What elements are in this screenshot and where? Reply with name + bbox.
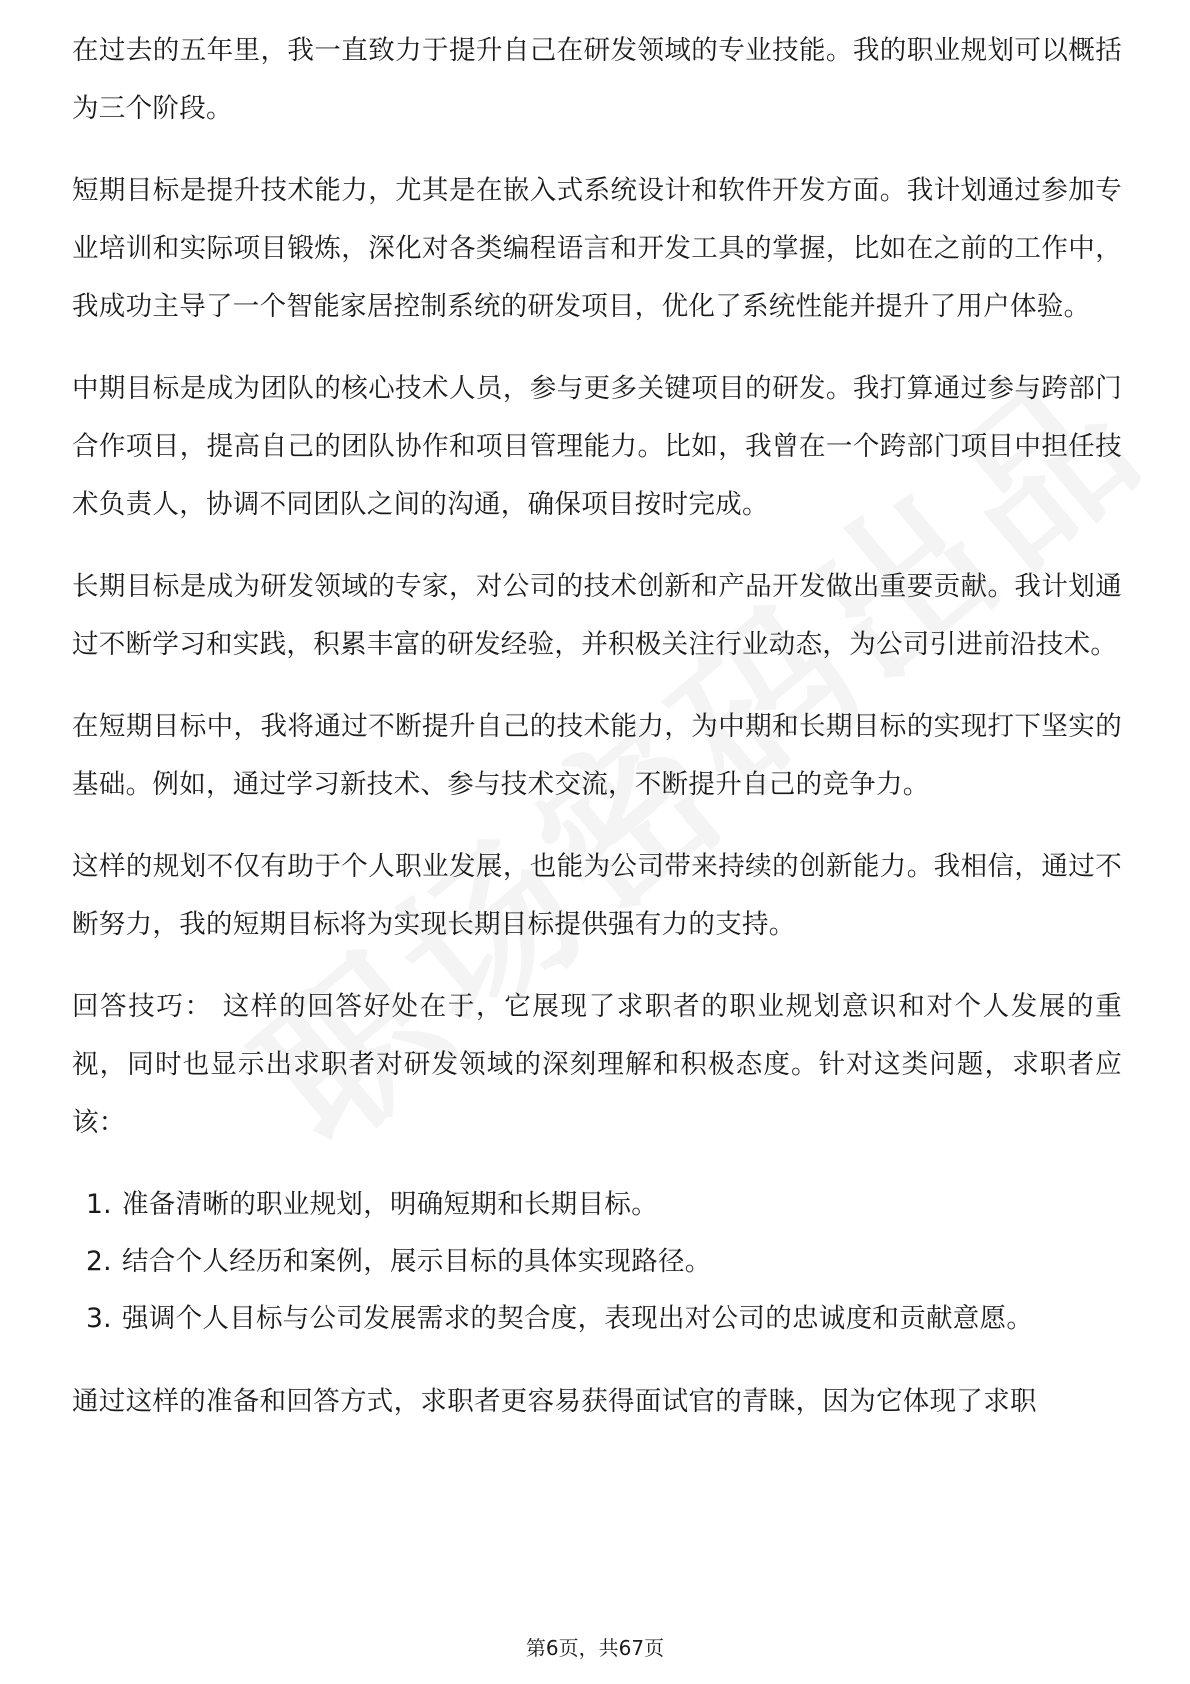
paragraph-closing: 通过这样的准备和回答方式，求职者更容易获得面试官的青睐，因为它体现了求职 bbox=[72, 1386, 1037, 1417]
list-item-number: 1. bbox=[86, 1189, 112, 1220]
list-item bbox=[72, 1176, 1122, 1233]
paragraph-summary: 这样的规划不仅有助于个人职业发展，也能为公司带来持续的创新能力。我相信，通过不断努力，我的短期目标将为实现长期目标提供强有力的支持。 bbox=[72, 851, 1122, 940]
list-item-number: 2. bbox=[86, 1246, 112, 1277]
paragraph-short-term: 短期目标是提升技术能力，尤其是在嵌入式系统设计和软件开发方面。我计划通过参加专业培训和实际项目锻炼，深化对各类编程语言和开发工具的掌握，比如在之前的工作中，我成功主导了一个智能家居控制系统的研发项目，优化了系统性能并提升了用户体验。 bbox=[72, 175, 1122, 322]
list-item-text: 强调个人目标与公司发展需求的契合度，表现出对公司的忠诚度和贡献意愿。 bbox=[122, 1303, 1034, 1334]
list-item bbox=[72, 1233, 1122, 1290]
paragraph-intro: 在过去的五年里，我一直致力于提升自己在研发领域的专业技能。我的职业规划可以概括为三个阶段。 bbox=[72, 35, 1122, 124]
list-item bbox=[72, 1290, 1122, 1347]
list-item-text: 准备清晰的职业规划，明确短期和长期目标。 bbox=[122, 1189, 658, 1220]
paragraph-long-term: 长期目标是成为研发领域的专家，对公司的技术创新和产品开发做出重要贡献。我计划通过不断学习和实践，积累丰富的研发经验，并积极关注行业动态，为公司引进前沿技术。 bbox=[72, 571, 1122, 660]
list-item-text: 结合个人经历和案例，展示目标的具体实现路径。 bbox=[122, 1246, 712, 1277]
paragraph-foundation: 在短期目标中，我将通过不断提升自己的技术能力，为中期和长期目标的实现打下坚实的基础。例如，通过学习新技术、参与技术交流，不断提升自己的竞争力。 bbox=[72, 711, 1122, 800]
document-body bbox=[72, 30, 1122, 1455]
tips-list bbox=[72, 1176, 1122, 1347]
list-item-number: 3. bbox=[86, 1303, 112, 1334]
paragraph-mid-term: 中期目标是成为团队的核心技术人员，参与更多关键项目的研发。我打算通过参与跨部门合作项目，提高自己的团队协作和项目管理能力。比如，我曾在一个跨部门项目中担任技术负责人，协调不同团队之间的沟通，确保项目按时完成。 bbox=[72, 373, 1122, 520]
paragraph-answer-tips: 回答技巧： 这样的回答好处在于，它展现了求职者的职业规划意识和对个人发展的重视，同时也显示出求职者对研发领域的深刻理解和积极态度。针对这类问题，求职者应该： bbox=[72, 991, 1122, 1138]
page-footer: 第6页，共67页 bbox=[525, 1636, 665, 1660]
